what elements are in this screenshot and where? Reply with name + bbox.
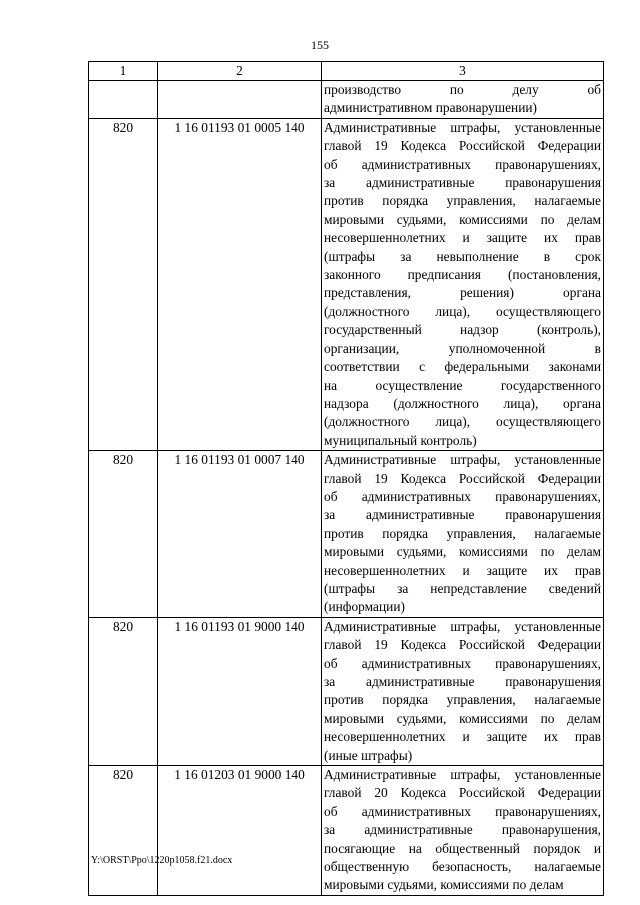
admin-code-cell: 820 xyxy=(89,451,158,618)
page-number: 155 xyxy=(311,38,329,52)
table-row xyxy=(89,617,604,765)
description-line: против порядка управления, налагаемые xyxy=(324,692,601,708)
description-line: мировыми судьями, комиссиями по делам xyxy=(324,710,601,726)
description-line: посягающие на общественный порядок и xyxy=(324,840,601,856)
description-line: надзора (должностного лица), органа xyxy=(324,395,601,411)
description-line: об административных правонарушениях, xyxy=(324,156,601,172)
budget-classification-code-cell: 1 16 01203 01 9000 140 xyxy=(158,766,322,896)
description-line: (штрафы за непредставление сведений xyxy=(324,580,601,596)
description-line: (должностного лица), осуществляющего xyxy=(324,303,601,319)
description-line: производство по делу об xyxy=(324,82,601,97)
description-line: соответствии с федеральными законами xyxy=(324,359,601,375)
description-cell xyxy=(322,766,604,896)
description-line: законного предписания (постановления, xyxy=(324,267,601,283)
description-line: несовершеннолетних и защите их прав xyxy=(324,562,601,578)
description-line: мировыми судьями, комиссиями по делам xyxy=(324,211,601,227)
document-table xyxy=(88,61,604,896)
description-line: об административных правонарушениях, xyxy=(324,655,601,671)
description-line: организации, уполномоченной в xyxy=(324,340,601,356)
description-line: об административных правонарушениях, xyxy=(324,803,601,819)
description-line: главой 19 Кодекса Российской Федерации xyxy=(324,470,601,486)
description-line: Административные штрафы, установленные xyxy=(324,618,601,634)
table-row xyxy=(89,766,604,896)
table-row xyxy=(89,81,604,119)
description-line: несовершеннолетних и защите их прав xyxy=(324,230,601,246)
description-cell xyxy=(322,451,604,618)
description-line: Административные штрафы, установленные xyxy=(324,767,601,783)
column-header-2: 2 xyxy=(158,62,322,81)
description-line: (информации) xyxy=(324,599,405,615)
admin-code-cell xyxy=(89,81,158,119)
description-line: (должностного лица), осуществляющего xyxy=(324,414,601,430)
description-line: главой 19 Кодекса Российской Федерации xyxy=(324,138,601,154)
description-line: против порядка управления, налагаемые xyxy=(324,525,601,541)
description-line: общественную безопасность, налагаемые xyxy=(324,859,601,875)
column-header-1: 1 xyxy=(89,62,158,81)
description-line: (иные штрафы) xyxy=(324,747,413,763)
description-line: административном правонарушении) xyxy=(324,100,538,116)
description-cell xyxy=(322,118,604,450)
description-line: за административные правонарушения xyxy=(324,674,601,689)
description-line: об административных правонарушениях, xyxy=(324,488,601,504)
description-line: государственный надзор (контроль), xyxy=(324,322,601,338)
admin-code-cell: 820 xyxy=(89,118,158,450)
description-cell xyxy=(322,81,604,119)
description-line: Административные штрафы, установленные xyxy=(324,119,601,135)
table-header-row xyxy=(89,62,604,81)
description-line: за административные правонарушения, xyxy=(324,822,601,838)
description-line: (штрафы за невыполнение в срок xyxy=(324,248,601,264)
description-line: главой 20 Кодекса Российской Федерации xyxy=(324,785,601,801)
description-line: против порядка управления, налагаемые xyxy=(324,193,601,209)
description-line: за административные правонарушения xyxy=(324,175,601,191)
description-line: мировыми судьями, комиссиями по делам xyxy=(324,544,601,560)
column-header-3: 3 xyxy=(322,62,604,81)
table-row xyxy=(89,451,604,618)
table-body xyxy=(89,81,604,896)
description-line: за административные правонарушения xyxy=(324,507,601,523)
budget-classification-code-cell: 1 16 01193 01 0005 140 xyxy=(158,118,322,450)
description-cell xyxy=(322,617,604,765)
description-line: на осуществление государственного xyxy=(324,377,601,393)
description-line: главой 19 Кодекса Российской Федерации xyxy=(324,637,601,653)
description-line: представления, решения) органа xyxy=(324,285,601,301)
budget-classification-code-cell: 1 16 01193 01 9000 140 xyxy=(158,617,322,765)
admin-code-cell: 820 xyxy=(89,617,158,765)
description-line: муниципальный контроль) xyxy=(324,432,477,448)
table-row xyxy=(89,118,604,450)
description-line: Административные штрафы, установленные xyxy=(324,452,601,468)
budget-classification-code-cell xyxy=(158,81,322,119)
description-line: несовершеннолетних и защите их прав xyxy=(324,729,601,745)
footer-file-path: Y:\ORST\Ppo\1220p1058.f21.docx xyxy=(91,855,233,866)
budget-classification-code-cell: 1 16 01193 01 0007 140 xyxy=(158,451,322,618)
admin-code-cell: 820 xyxy=(89,766,158,896)
description-line: мировыми судьями, комиссиями по делам xyxy=(324,877,564,893)
